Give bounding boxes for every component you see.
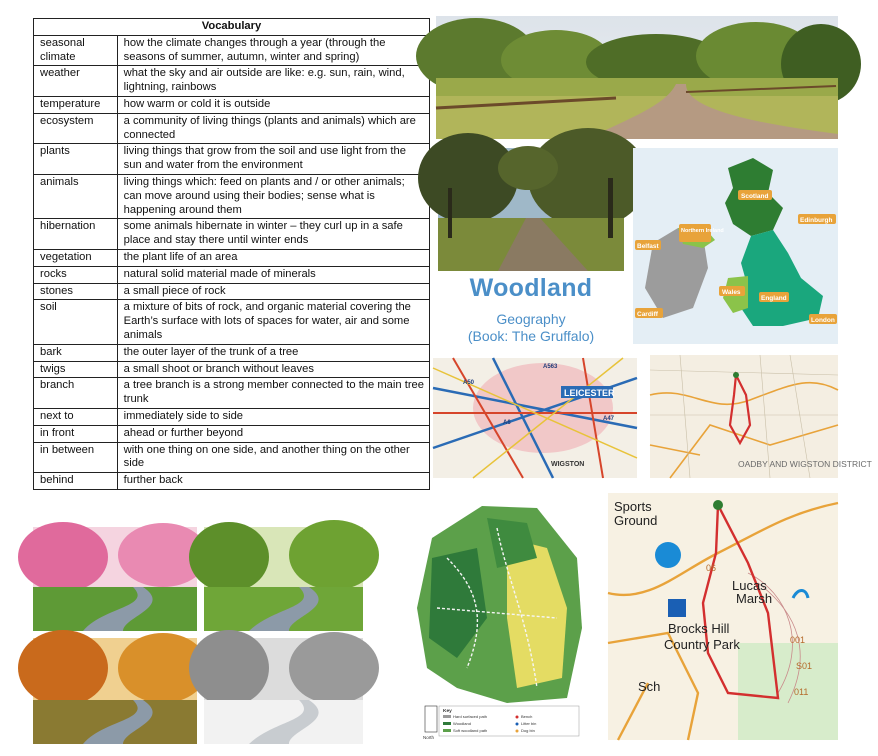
subject-label: Geography <box>496 311 566 327</box>
legend-title: Key <box>443 709 452 714</box>
district-label: OADBY AND WIGSTON DISTRICT <box>738 459 872 469</box>
vocabulary-definition: a community of living things (plants and animals) which are connected <box>117 113 429 144</box>
road-label: A6 <box>503 420 511 426</box>
label-sports: Sports <box>614 499 652 514</box>
vocabulary-term: stones <box>34 283 118 300</box>
vocabulary-term: in front <box>34 425 118 442</box>
vocabulary-term: animals <box>34 174 118 218</box>
label-wales: Wales <box>722 289 741 296</box>
vocabulary-row <box>34 442 430 473</box>
book-label: (Book: The Gruffalo) <box>467 328 595 344</box>
label-belfast: Belfast <box>637 243 659 250</box>
uk-map <box>633 148 838 344</box>
legend-item: Litter bin <box>521 721 537 726</box>
brocks-hill-map <box>608 493 838 740</box>
park-plan-map <box>387 498 597 742</box>
vocabulary-row <box>34 96 430 113</box>
vocabulary-term: rocks <box>34 266 118 283</box>
park-path-photo <box>436 16 838 139</box>
vocabulary-row <box>34 361 430 378</box>
vocabulary-row <box>34 283 430 300</box>
spring-season-photo <box>33 527 197 631</box>
contour-label: 001 <box>790 635 806 645</box>
legend-item: Bench <box>521 714 533 719</box>
label-london: London <box>811 317 835 324</box>
vocabulary-row <box>34 344 430 361</box>
label-edinburgh: Edinburgh <box>800 217 833 224</box>
vocabulary-row <box>34 300 430 344</box>
vocabulary-row <box>34 249 430 266</box>
vocabulary-term: next to <box>34 408 118 425</box>
vocabulary-row <box>34 66 430 97</box>
vocabulary-definition: living things which: feed on plants and / or other animals; can move around using their bodies; sense what is happening around them <box>117 174 429 218</box>
autumn-season-photo <box>33 638 197 744</box>
legend-item: Soft woodland path <box>453 728 488 733</box>
vocabulary-definition: immediately side to side <box>117 408 429 425</box>
vocabulary-definition: some animals hibernate in winter – they curl up in a safe place and stay there until winter ends <box>117 219 429 250</box>
label-school: Sch <box>638 679 661 694</box>
vocabulary-row <box>34 219 430 250</box>
vocabulary-term: plants <box>34 144 118 175</box>
vocabulary-definition: a small piece of rock <box>117 283 429 300</box>
vocabulary-definition: how warm or cold it is outside <box>117 96 429 113</box>
vocabulary-term: vegetation <box>34 249 118 266</box>
vocabulary-term: bark <box>34 344 118 361</box>
legend-item: Hard surfaced path <box>453 714 488 719</box>
label-ground: Ground <box>614 513 658 528</box>
label-lucas: Lucas <box>732 578 767 593</box>
vocabulary-definition: what the sky and air outside are like: e.g. sun, rain, wind, lightning, rainbows <box>117 66 429 97</box>
summer-season-photo <box>204 527 363 631</box>
vocabulary-term: twigs <box>34 361 118 378</box>
vocabulary-definition: a mixture of bits of rock, and organic material covering the Earth’s surface with lots of spaces for water, air and some animals <box>117 300 429 344</box>
vocabulary-definition: ahead or further beyond <box>117 425 429 442</box>
vocabulary-row <box>34 266 430 283</box>
vocabulary-row <box>34 174 430 218</box>
road-label: A563 <box>543 364 558 370</box>
label-england: England <box>761 295 787 302</box>
label-country-park: Country Park <box>664 637 740 652</box>
city-road-map <box>433 358 637 478</box>
vocabulary-term: seasonal climate <box>34 35 118 66</box>
contour-label: S01 <box>796 661 813 671</box>
vocabulary-term: in between <box>34 442 118 473</box>
vocabulary-definition: how the climate changes through a year (through the seasons of summer, autumn, winter and spring) <box>117 35 429 66</box>
vocabulary-definition: further back <box>117 473 429 490</box>
city-label: LEICESTER <box>564 388 615 398</box>
vocabulary-rows <box>34 35 430 489</box>
label-brocks-hill: Brocks Hill <box>668 621 730 636</box>
vocabulary-term: soil <box>34 300 118 344</box>
legend-item: Woodland <box>453 721 471 726</box>
vocabulary-row <box>34 144 430 175</box>
vocabulary-term: behind <box>34 473 118 490</box>
vocabulary-row <box>34 35 430 66</box>
vocabulary-term: branch <box>34 378 118 409</box>
title-block <box>436 274 626 344</box>
label-northern-ireland: Northern Ireland <box>681 228 724 234</box>
label-cardiff: Cardiff <box>637 311 658 318</box>
contour-label: 06 <box>706 563 717 573</box>
contour-label: 011 <box>794 687 809 697</box>
vocabulary-row <box>34 473 430 490</box>
vocabulary-row <box>34 378 430 409</box>
vocabulary-term: ecosystem <box>34 113 118 144</box>
vocabulary-definition: natural solid material made of minerals <box>117 266 429 283</box>
vocabulary-definition: living things that grow from the soil and use light from the sun and water from the environment <box>117 144 429 175</box>
place-label: WIGSTON <box>551 461 585 468</box>
road-label: A50 <box>463 380 475 386</box>
north-label: North <box>423 735 435 740</box>
vocabulary-term: hibernation <box>34 219 118 250</box>
road-label: A47 <box>603 416 615 422</box>
vocabulary-row <box>34 425 430 442</box>
vocabulary-term: weather <box>34 66 118 97</box>
legend-item: Dog bin <box>521 728 535 733</box>
vocabulary-heading: Vocabulary <box>34 19 430 36</box>
label-marsh: Marsh <box>736 591 773 606</box>
vocabulary-row <box>34 408 430 425</box>
winter-season-photo <box>204 638 363 744</box>
page-title: Woodland <box>469 274 593 302</box>
label-scotland: Scotland <box>741 193 769 200</box>
vocabulary-definition: a tree branch is a strong member connected to the main tree trunk <box>117 378 429 409</box>
vocabulary-table <box>33 18 430 490</box>
vocabulary-row <box>34 113 430 144</box>
vocabulary-definition: the outer layer of the trunk of a tree <box>117 344 429 361</box>
vocabulary-term: temperature <box>34 96 118 113</box>
district-map <box>650 355 872 478</box>
woodland-path-photo <box>438 148 624 271</box>
vocabulary-definition: the plant life of an area <box>117 249 429 266</box>
vocabulary-definition: a small shoot or branch without leaves <box>117 361 429 378</box>
vocabulary-definition: with one thing on one side, and another thing on the other side <box>117 442 429 473</box>
